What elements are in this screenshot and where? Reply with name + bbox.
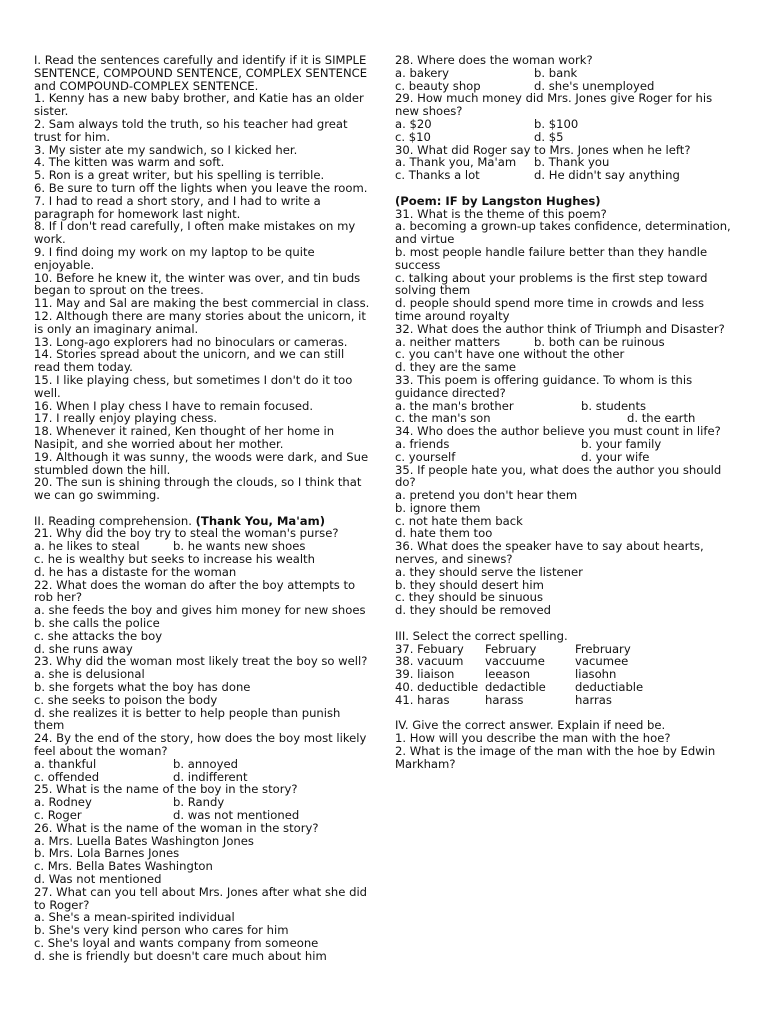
choice-option: b. Thank you	[534, 155, 610, 170]
spelling-option: 39. liaison	[395, 667, 455, 682]
text-line: b. they should desert him	[395, 577, 544, 592]
text-line: we can go swimming.	[34, 488, 160, 503]
text-line: d. people should spend more time in crowds and less	[395, 296, 705, 311]
spelling-option: vacumee	[575, 654, 629, 669]
text-line: 21. Why did the boy try to steal the woman's purse?	[34, 526, 339, 541]
spelling-option: leeason	[485, 667, 531, 682]
text-line: nerves, and sinews?	[395, 552, 513, 567]
choice-option: b. Randy	[173, 795, 225, 810]
choice-option: c. $10	[395, 129, 431, 144]
text-line: trust for him.	[34, 129, 111, 144]
text-line: Nasipit, and she worried about her mother.	[34, 436, 284, 451]
choice-option: b. $100	[534, 116, 579, 131]
text-line: feel about the woman?	[34, 744, 168, 759]
text-line: 2. Sam always told the truth, so his teacher had great	[34, 116, 348, 131]
text-line: 18. Whenever it rained, Ken thought of her home in	[34, 424, 335, 439]
choices-row	[34, 758, 372, 771]
text-line: 9. I find doing my work on my laptop to be quite	[34, 244, 315, 259]
text-line: began to sprout on the trees.	[34, 283, 204, 298]
text-line: 16. When I play chess I have to remain focused.	[34, 398, 314, 413]
right-column	[395, 54, 735, 771]
text-line: 33. This poem is offering guidance. To whom is this	[395, 372, 693, 387]
choice-option: c. yourself	[395, 449, 456, 464]
choices-row	[34, 809, 372, 822]
text-line: sister.	[34, 104, 69, 119]
choice-option: b. annoyed	[173, 756, 238, 771]
text-line: 15. I like playing chess, but sometimes I don't do it too	[34, 372, 353, 387]
text-line: 14. Stories spread about the unicorn, and we can still	[34, 347, 345, 362]
text-line: 20. The sun is shining through the clouds, so I think that	[34, 475, 362, 490]
spelling-option: harras	[575, 692, 612, 707]
spelling-option: harass	[485, 692, 524, 707]
choice-option: a. Rodney	[34, 795, 92, 810]
text-line: b. Mrs. Lola Barnes Jones	[34, 846, 180, 861]
text-line: 1. How will you describe the man with the hoe?	[395, 731, 671, 746]
text-line: c. she seeks to poison the body	[34, 692, 218, 707]
text-line: 12. Although there are many stories about the unicorn, it	[34, 308, 366, 323]
text-line: 36. What does the speaker have to say about hearts,	[395, 539, 704, 554]
spelling-row	[395, 681, 735, 694]
text-line: 34. Who does the author believe you must count in life?	[395, 424, 721, 439]
text-line: d. she runs away	[34, 641, 133, 656]
text-line: a. they should serve the listener	[395, 564, 583, 579]
text-line: 28. Where does the woman work?	[395, 53, 593, 67]
choice-option: c. offended	[34, 769, 100, 784]
text-line: I. Read the sentences carefully and identify if it is SIMPLE	[34, 53, 367, 67]
text-line: read them today.	[34, 360, 133, 375]
spelling-option: liasohn	[575, 667, 617, 682]
text-line: 13. Long-ago explorers had no binoculars or cameras.	[34, 334, 348, 349]
text-line: 1. Kenny has a new baby brother, and Katie has an older	[34, 91, 364, 106]
choice-option: b. your family	[581, 436, 662, 451]
text-line: rob her?	[34, 590, 83, 605]
text-line: 24. By the end of the story, how does the boy most likely	[34, 731, 367, 746]
text-line: III. Select the correct spelling.	[395, 628, 568, 643]
choice-option: b. bank	[534, 65, 578, 80]
choice-option: d. $5	[534, 129, 564, 144]
text-line: 35. If people hate you, what does the author you should	[395, 462, 722, 477]
text-line: paragraph for homework last night.	[34, 206, 241, 221]
text-line: 30. What did Roger say to Mrs. Jones when he left?	[395, 142, 691, 157]
text-line: a. Mrs. Luella Bates Washington Jones	[34, 833, 254, 848]
text-line: a. becoming a grown-up takes confidence, determination,	[395, 219, 731, 234]
text-line: d. she is friendly but doesn't care much about him	[34, 948, 327, 963]
left-column	[34, 54, 372, 963]
text-line: 26. What is the name of the woman in the story?	[34, 820, 319, 835]
text-line: Markham?	[395, 756, 456, 771]
choice-option: c. Thanks a lot	[395, 168, 480, 183]
choice-option: d. indifferent	[173, 769, 248, 784]
text-line: to Roger?	[34, 897, 90, 912]
text-line: 2. What is the image of the man with the hoe by Edwin	[395, 744, 716, 759]
text-line: b. most people handle failure better than they handle	[395, 244, 708, 259]
choice-option: a. neither matters	[395, 334, 501, 349]
choice-option: b. both can be ruinous	[534, 334, 665, 349]
choices-row	[395, 169, 735, 182]
text-line: d. Was not mentioned	[34, 872, 162, 886]
spelling-option: 41. haras	[395, 692, 450, 707]
text-line: d. hate them too	[395, 526, 493, 541]
spelling-option: deductiable	[575, 680, 644, 695]
text-line: a. She's a mean-spirited individual	[34, 910, 235, 925]
spacer	[395, 182, 735, 195]
choice-option: a. friends	[395, 436, 450, 451]
spelling-option: 37. Febuary	[395, 641, 464, 656]
text-line: 29. How much money did Mrs. Jones give Roger for his	[395, 91, 713, 106]
spelling-row	[395, 694, 735, 707]
spelling-option: Frebruary	[575, 641, 631, 656]
text-line: c. you can't have one without the other	[395, 347, 625, 362]
text-line: c. he is wealthy but seeks to increase his wealth	[34, 552, 315, 567]
text-line: b. she calls the police	[34, 616, 160, 631]
choice-option: b. he wants new shoes	[173, 539, 306, 554]
text-line: do?	[395, 475, 416, 490]
text-line: 27. What can you tell about Mrs. Jones after what she did	[34, 884, 368, 899]
text-line: b. ignore them	[395, 500, 481, 515]
text-line: 11. May and Sal are making the best commercial in class.	[34, 296, 370, 311]
text-line: c. talking about your problems is the first step toward	[395, 270, 708, 285]
text-line: a. she feeds the boy and gives him money for new shoes	[34, 603, 366, 618]
choices-row	[395, 67, 735, 80]
section-heading: (Poem: IF by Langston Hughes)	[395, 193, 601, 208]
text-line: work.	[34, 232, 66, 247]
text-line: d. they are the same	[395, 360, 517, 375]
text-line: 3. My sister ate my sandwich, so I kicked her.	[34, 142, 298, 157]
choice-option: d. was not mentioned	[173, 808, 300, 823]
text-line: stumbled down the hill.	[34, 462, 171, 477]
text-line: guidance directed?	[395, 385, 506, 400]
heading-title: (Thank You, Ma'am)	[195, 513, 326, 528]
choice-option: c. the man's son	[395, 411, 491, 426]
choice-option: a. he likes to steal	[34, 539, 140, 554]
choices-row	[395, 131, 735, 144]
text-line: is only an imaginary animal.	[34, 321, 199, 336]
spelling-option: February	[485, 641, 537, 656]
choice-option: a. Thank you, Ma'am	[395, 155, 517, 170]
text-line: 5. Ron is a great writer, but his spelling is terrible.	[34, 168, 325, 183]
choices-row	[395, 451, 735, 464]
text-line: 25. What is the name of the boy in the story?	[34, 782, 298, 797]
text-line: c. She's loyal and wants company from someone	[34, 935, 319, 950]
choice-option: d. she's unemployed	[534, 78, 655, 93]
text-line: 22. What does the woman do after the boy attempts to	[34, 577, 356, 592]
text-line: 10. Before he knew it, the winter was over, and tin buds	[34, 270, 361, 285]
choice-option: c. beauty shop	[395, 78, 481, 93]
text-line: c. they should be sinuous	[395, 590, 544, 605]
spelling-option: dedactible	[485, 680, 546, 695]
choice-option: a. bakery	[395, 65, 450, 80]
text-line: 31. What is the theme of this poem?	[395, 206, 607, 221]
text-line: 32. What does the author think of Triumph and Disaster?	[395, 321, 725, 336]
spelling-option: vaccuume	[485, 654, 545, 669]
heading-label: II. Reading comprehension.	[34, 513, 196, 528]
text-line: IV. Give the correct answer. Explain if need be.	[395, 718, 666, 733]
text-line: new shoes?	[395, 104, 463, 119]
text-line: c. Mrs. Bella Bates Washington	[34, 859, 213, 874]
choices-row	[395, 118, 735, 131]
text-line: and COMPOUND-COMPLEX SENTENCE.	[34, 78, 259, 93]
text-line: 7. I had to read a short story, and I had to write a	[34, 193, 321, 208]
spacer	[395, 617, 735, 630]
text-line: a. she is delusional	[34, 667, 145, 682]
text-line: 19. Although it was sunny, the woods were dark, and Sue	[34, 449, 369, 464]
text-line: enjoyable.	[34, 257, 95, 272]
text-line: 8. If I don't read carefully, I often make mistakes on my	[34, 219, 356, 234]
text-line: and virtue	[395, 232, 455, 247]
spelling-option: 38. vacuum	[395, 654, 464, 669]
text-line: 23. Why did the woman most likely treat the boy so well?	[34, 654, 368, 669]
text-line: time around royalty	[395, 308, 510, 323]
spelling-option: 40. deductible	[395, 680, 479, 695]
choices-row	[395, 438, 735, 451]
choice-option: d. He didn't say anything	[534, 168, 680, 183]
text-line: SENTENCE, COMPOUND SENTENCE, COMPLEX SENTENCE	[34, 65, 368, 80]
choice-option: a. thankful	[34, 756, 97, 771]
choice-option: d. the earth	[627, 411, 696, 426]
text-line: c. not hate them back	[395, 513, 523, 528]
choice-option: a. the man's brother	[395, 398, 514, 413]
text-line: 6. Be sure to turn off the lights when you leave the room.	[34, 180, 368, 195]
choice-option: c. Roger	[34, 808, 82, 823]
text-line: a. pretend you don't hear them	[395, 488, 578, 503]
text-line: b. She's very kind person who cares for him	[34, 923, 289, 938]
text-line: d. she realizes it is better to help people than punish	[34, 705, 341, 720]
text-line: b. she forgets what the boy has done	[34, 680, 251, 695]
text-line: d. they should be removed	[395, 603, 551, 618]
text-line: c. she attacks the boy	[34, 628, 163, 643]
text-line: success	[395, 257, 441, 272]
text-line: solving them	[395, 283, 471, 298]
choice-option: a. $20	[395, 116, 432, 131]
text-line: them	[34, 718, 65, 733]
text-line: d. he has a distaste for the woman	[34, 564, 237, 579]
choice-option: b. students	[581, 398, 647, 413]
choice-option: d. your wife	[581, 449, 650, 464]
text-line: 17. I really enjoy playing chess.	[34, 411, 218, 426]
text-line: 4. The kitten was warm and soft.	[34, 155, 225, 170]
text-line: well.	[34, 385, 61, 400]
